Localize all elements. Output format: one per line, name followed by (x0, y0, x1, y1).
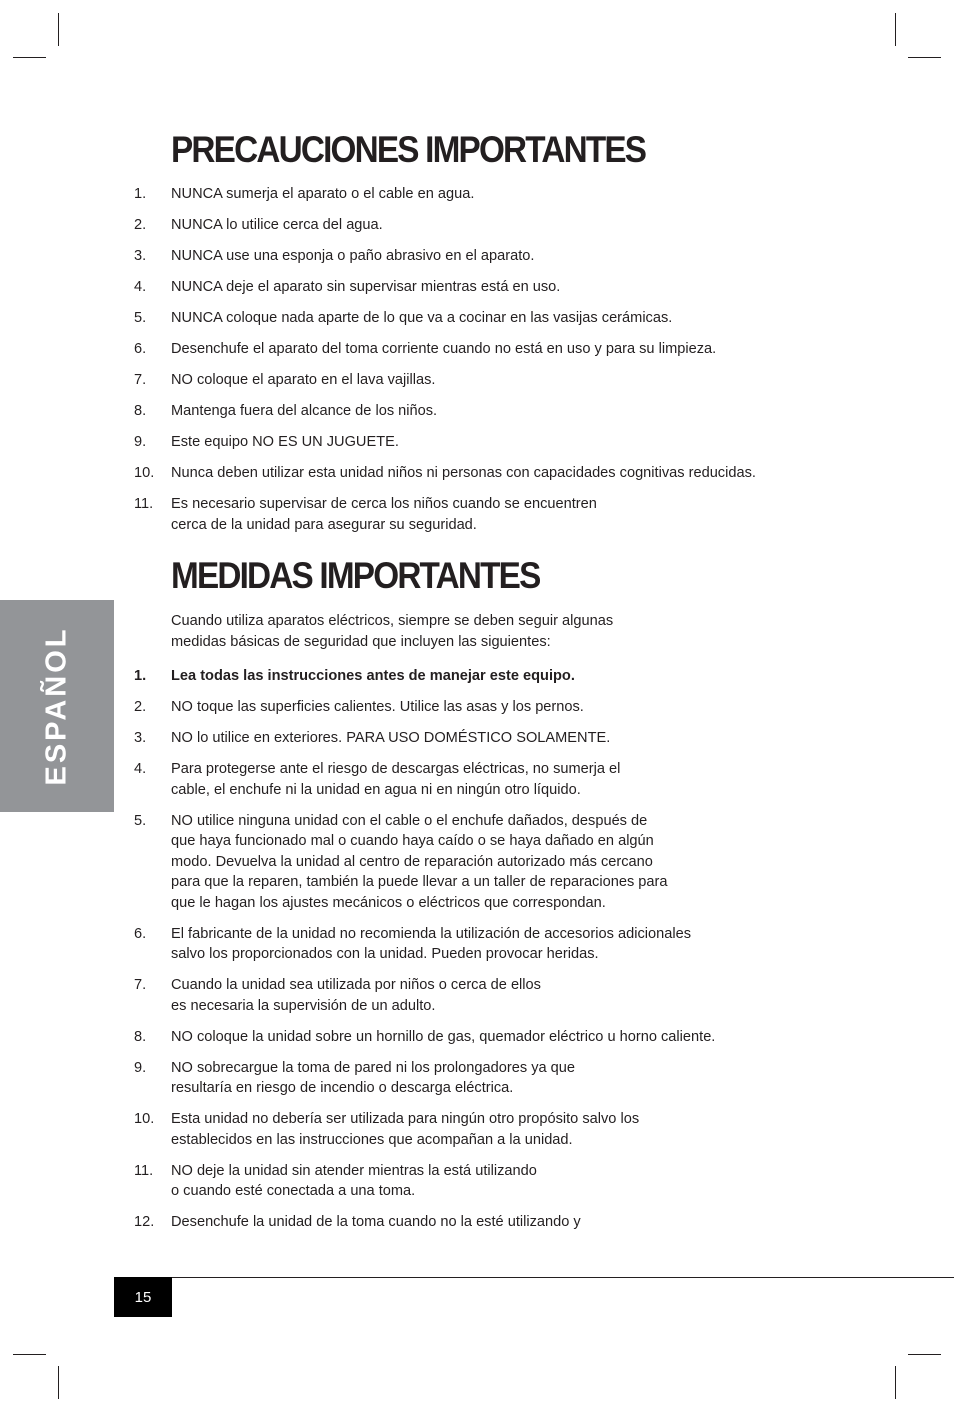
list-item-line: El fabricante de la unidad no recomienda la utilización de accesorios adicionales (171, 925, 692, 942)
list-item-line: NO coloque el aparato en el lava vajillas. (171, 372, 436, 388)
list-item-line: NUNCA deje el aparato sin supervisar mientras está en uso. (171, 279, 561, 295)
list-item-line: Cuando la unidad sea utilizada por niños o cerca de ellos (171, 977, 541, 993)
list-item-text (171, 811, 668, 914)
list-item-text (171, 697, 584, 718)
list-item-line: NO deje la unidad sin atender mientras la está utilizando (171, 1162, 537, 1179)
list-item-text (171, 924, 691, 965)
crop-mark (13, 1354, 46, 1355)
list-item-line: o cuando esté conectada a una toma. (171, 1183, 416, 1199)
list-item-line: NO toque las superficies calientes. Utilice las asas y los pernos. (171, 699, 584, 715)
list-item-line: Para protegerse ante el riesgo de descargas eléctricas, no sumerja el (171, 761, 621, 777)
crop-mark (908, 1354, 941, 1355)
list-item-line: NO coloque la unidad sobre un hornillo de gas, quemador eléctrico u horno caliente. (171, 1028, 716, 1045)
list-item-number: 2. (134, 699, 147, 715)
section-intro (171, 611, 613, 652)
crop-mark (58, 13, 59, 46)
list-item-text (171, 401, 437, 422)
crop-mark (895, 13, 896, 46)
list-item-number: 3. (134, 248, 147, 264)
list-item-number: 7. (134, 372, 147, 388)
list-item-number: 6. (134, 341, 147, 357)
list-item-line: Nunca deben utilizar esta unidad niños ni personas con capacidades cognitivas reducidas. (171, 465, 756, 481)
list-item-number: 5. (134, 310, 147, 326)
language-tab-label: ESPAÑOL (40, 626, 73, 786)
list-item-text (171, 666, 575, 687)
list-item-number: 9. (134, 434, 147, 450)
list-item-number: 4. (134, 761, 147, 777)
list-item-text (171, 463, 756, 484)
language-side-tab (0, 600, 114, 812)
list-item-line: NO sobrecargue la toma de pared ni los prolongadores ya que (171, 1059, 576, 1076)
list-item-number: 5. (134, 812, 147, 829)
intro-line: Cuando utiliza aparatos eléctricos, siempre se deben seguir algunas (171, 613, 614, 629)
list-item-text (171, 975, 541, 1016)
list-item-text (171, 1212, 581, 1233)
list-item-number: 7. (134, 977, 147, 993)
section-title-medidas: MEDIDAS IMPORTANTES (171, 555, 540, 596)
crop-mark (13, 57, 46, 58)
list-item-text (171, 1161, 537, 1202)
list-item-number: 4. (134, 279, 147, 295)
list-item-line: NUNCA coloque nada aparte de lo que va a cocinar en las vasijas cerámicas. (171, 310, 673, 326)
list-item-line: que haya funcionado mal o cuando haya caído o se haya dañado en algún (171, 833, 654, 849)
list-item-number: 11. (134, 496, 154, 512)
list-item-text (171, 184, 474, 205)
list-item-line: Lea todas las instrucciones antes de manejar este equipo. (171, 668, 575, 684)
list-item-line: Esta unidad no debería ser utilizada para ningún otro propósito salvo los (171, 1111, 640, 1127)
list-item-text (171, 370, 435, 391)
list-item-number: 10. (134, 465, 155, 481)
list-item-text (171, 432, 399, 453)
list-item-text (171, 339, 716, 360)
list-item-number: 8. (134, 1028, 147, 1045)
list-item-line: Este equipo NO ES UN JUGUETE. (171, 434, 399, 450)
section-title-precauciones: PRECAUCIONES IMPORTANTES (171, 129, 646, 170)
crop-mark (895, 1366, 896, 1399)
list-item-number: 12. (134, 1214, 155, 1230)
list-item-number: 11. (134, 1162, 154, 1179)
list-item-text (171, 759, 620, 800)
list-item-text (171, 1027, 715, 1048)
list-item-line: es necesaria la supervisión de un adulto. (171, 997, 436, 1014)
list-item-line: Mantenga fuera del alcance de los niños. (171, 403, 438, 419)
list-item-number: 3. (134, 730, 147, 746)
list-item-line: NO lo utilice en exteriores. PARA USO DOMÉSTICO SOLAMENTE. (171, 730, 611, 746)
list-item-text (171, 277, 560, 298)
list-item-text (171, 728, 610, 749)
list-item-line: cable, el enchufe ni la unidad en agua ni en ningún otro líquido. (171, 781, 581, 798)
list-item-number: 6. (134, 925, 147, 942)
list-item-number: 10. (134, 1111, 155, 1127)
list-item-text (171, 215, 383, 236)
list-item-text (171, 308, 672, 329)
footer-rule (114, 1277, 954, 1278)
list-item-line: modo. Devuelva la unidad al centro de reparación autorizado más cercano (171, 853, 653, 870)
list-item-number: 1. (134, 186, 147, 202)
list-item-line: Desenchufe la unidad de la toma cuando no la esté utilizando y (171, 1214, 581, 1230)
list-item-line: Desenchufe el aparato del toma corriente cuando no está en uso y para su limpieza. (171, 341, 717, 357)
list-item-line: NUNCA lo utilice cerca del agua. (171, 217, 383, 233)
list-item-line: NO utilice ninguna unidad con el cable o el enchufe dañados, después de (171, 812, 648, 829)
page-number: 15 (114, 1277, 172, 1317)
list-item-text (171, 494, 597, 535)
list-item-number: 9. (134, 1059, 147, 1076)
list-item-line: Es necesario supervisar de cerca los niños cuando se encuentren (171, 496, 597, 512)
list-item-text (171, 1058, 575, 1099)
list-item-number: 2. (134, 217, 147, 233)
list-item-number: 1. (134, 668, 147, 684)
list-item-line: cerca de la unidad para asegurar su seguridad. (171, 516, 477, 533)
list-item-text (171, 1109, 639, 1150)
list-item-line: establecidos en las instrucciones que acompañan a la unidad. (171, 1131, 573, 1148)
list-item-line: que le hagan los ajustes mecánicos o eléctricos que correspondan. (171, 894, 606, 911)
list-item-line: NUNCA use una esponja o paño abrasivo en el aparato. (171, 248, 535, 264)
intro-line: medidas básicas de seguridad que incluyen las siguientes: (171, 633, 551, 650)
list-item-line: NUNCA sumerja el aparato o el cable en agua. (171, 186, 475, 202)
list-item-text (171, 246, 534, 267)
crop-mark (908, 57, 941, 58)
list-item-number: 8. (134, 403, 147, 419)
list-item-line: para que la reparen, también la puede llevar a un taller de reparaciones para (171, 874, 668, 890)
list-item-line: salvo los proporcionados con la unidad. Pueden provocar heridas. (171, 946, 599, 962)
crop-mark (58, 1366, 59, 1399)
list-item-line: resultaría en riesgo de incendio o descarga eléctrica. (171, 1080, 514, 1096)
